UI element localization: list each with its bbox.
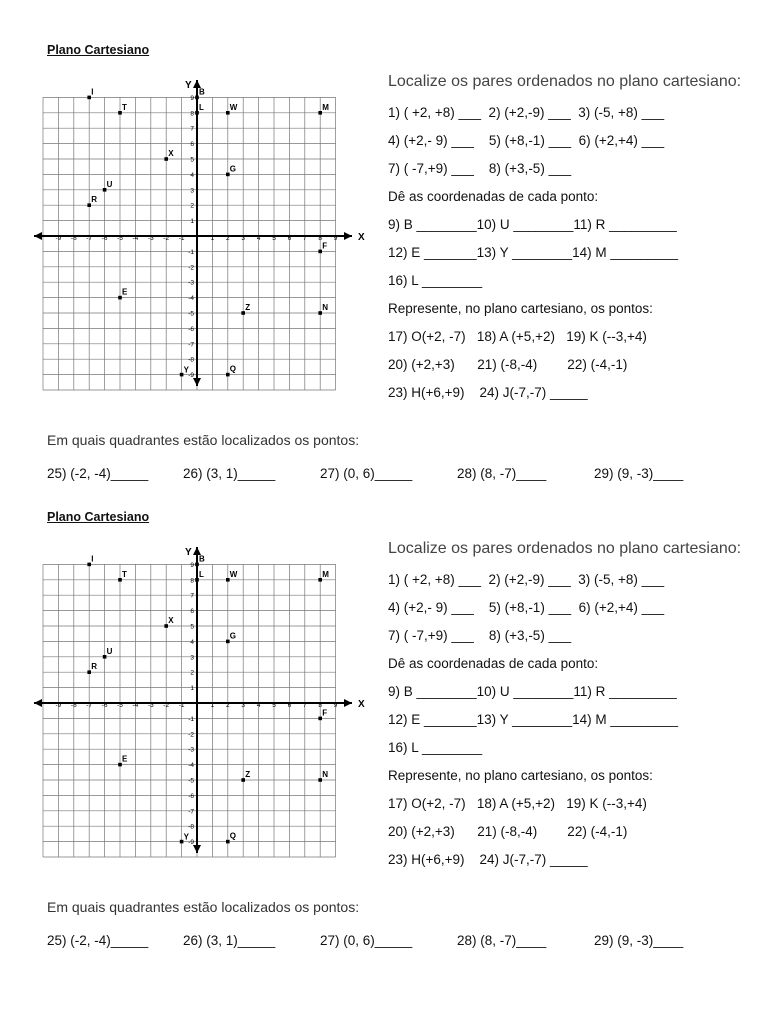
x-tick-label: 4 bbox=[256, 702, 261, 709]
quadrant-item: 28) (8, -7)____ bbox=[457, 466, 547, 481]
x-tick-label: -6 bbox=[101, 702, 108, 709]
y-tick-label: 5 bbox=[190, 623, 194, 631]
y-tick-label: 7 bbox=[190, 592, 194, 600]
y-tick-label: 2 bbox=[190, 669, 194, 677]
x-tick-label: 1 bbox=[210, 235, 215, 242]
exercise-line: 1) ( +2, +8) ___ 2) (+2,-9) ___ 3) (-5, +8) ___ bbox=[388, 105, 665, 120]
x-tick-label: -5 bbox=[117, 702, 123, 709]
x-tick-label: -2 bbox=[163, 702, 170, 709]
exercise-line: 20) (+2,+3) 21) (-8,-4) 22) (-4,-1) bbox=[388, 357, 628, 372]
point-y-label: Y bbox=[183, 832, 189, 842]
quadrant-item: 29) (9, -3)____ bbox=[594, 466, 684, 481]
x-tick-label: -1 bbox=[178, 702, 185, 709]
quadrant-item: 26) (3, 1)_____ bbox=[183, 933, 276, 948]
x-axis-arrow-right bbox=[344, 699, 352, 707]
worksheet-section-1 bbox=[0, 0, 768, 481]
x-tick-label: -2 bbox=[163, 235, 170, 242]
exercise-column bbox=[388, 70, 758, 407]
point-n-label: N bbox=[322, 303, 328, 312]
x-tick-label: -7 bbox=[86, 702, 93, 709]
exercise-line: 20) (+2,+3) 21) (-8,-4) 22) (-4,-1) bbox=[388, 824, 628, 839]
y-tick-label: -1 bbox=[188, 715, 194, 723]
point-b-label: B bbox=[199, 87, 205, 97]
x-tick-label: -1 bbox=[178, 235, 185, 242]
y-tick-label: 8 bbox=[190, 577, 194, 585]
point-f-label: F bbox=[322, 708, 328, 718]
x-tick-label: 6 bbox=[287, 702, 292, 709]
exercise-heading: Represente, no plano cartesiano, os pontos: bbox=[388, 301, 653, 316]
x-tick-label: 5 bbox=[272, 702, 276, 709]
quadrant-item: 29) (9, -3)____ bbox=[594, 933, 684, 948]
point-m-label: M bbox=[322, 102, 329, 112]
x-tick-label: 5 bbox=[272, 235, 276, 242]
exercise-intro: Localize os pares ordenados no plano cartesiano: bbox=[388, 73, 742, 90]
exercise-line: 9) B ________10) U ________11) R _________ bbox=[388, 217, 677, 232]
point-w-label: W bbox=[229, 102, 238, 112]
exercise-column bbox=[388, 537, 758, 874]
x-tick-label: -8 bbox=[70, 235, 77, 242]
y-tick-label: 2 bbox=[190, 202, 194, 210]
y-tick-label: 3 bbox=[190, 187, 194, 195]
worksheet-title: Plano Cartesiano bbox=[47, 510, 150, 524]
exercise-line: 23) H(+6,+9) 24) J(-7,-7) _____ bbox=[388, 852, 588, 867]
point-q-label: Q bbox=[229, 364, 237, 374]
point-x-label: X bbox=[168, 149, 174, 158]
x-tick-label: 9 bbox=[333, 235, 338, 242]
x-tick-label: 7 bbox=[302, 235, 307, 242]
x-tick-label: 2 bbox=[225, 235, 230, 242]
x-tick-label: -9 bbox=[55, 702, 62, 709]
exercise-heading: Dê as coordenadas de cada ponto: bbox=[388, 189, 599, 204]
quadrant-item: 28) (8, -7)____ bbox=[457, 933, 547, 948]
y-tick-label: -7 bbox=[188, 808, 194, 816]
x-tick-label: -4 bbox=[132, 235, 139, 242]
y-tick-label: 8 bbox=[190, 110, 194, 118]
exercise-line: 9) B ________10) U ________11) R _________ bbox=[388, 684, 677, 699]
point-r-label: R bbox=[91, 662, 97, 672]
x-tick-label: 6 bbox=[287, 235, 292, 242]
y-tick-label: -6 bbox=[188, 325, 194, 333]
exercise-line: 1) ( +2, +8) ___ 2) (+2,-9) ___ 3) (-5, +8) ___ bbox=[388, 572, 665, 587]
point-r-label: R bbox=[91, 195, 97, 205]
cartesian-plane-svg bbox=[30, 543, 370, 859]
x-tick-label: -3 bbox=[147, 702, 154, 709]
y-axis-arrow-down bbox=[193, 378, 201, 386]
x-tick-label: 7 bbox=[302, 702, 307, 709]
exercise-line: 7) ( -7,+9) ___ 8) (+3,-5) ___ bbox=[388, 161, 572, 176]
point-t-label: T bbox=[122, 102, 127, 112]
x-tick-label: 1 bbox=[210, 702, 215, 709]
y-tick-label: -3 bbox=[188, 279, 194, 287]
point-b-label: B bbox=[199, 554, 205, 564]
y-tick-label: -9 bbox=[188, 372, 194, 380]
y-axis-label: Y bbox=[185, 80, 192, 91]
cartesian-plane bbox=[30, 76, 370, 392]
exercise-line: 23) H(+6,+9) 24) J(-7,-7) _____ bbox=[388, 385, 588, 400]
x-axis-label: X bbox=[358, 232, 365, 243]
x-tick-label: 2 bbox=[225, 702, 230, 709]
point-l-label: L bbox=[199, 569, 204, 579]
exercise-line: 7) ( -7,+9) ___ 8) (+3,-5) ___ bbox=[388, 628, 572, 643]
y-tick-label: -4 bbox=[188, 295, 194, 303]
cartesian-plane-svg bbox=[30, 76, 370, 392]
y-axis-arrow-down bbox=[193, 845, 201, 853]
quadrant-question: Em quais quadrantes estão localizados os pontos: bbox=[47, 432, 360, 448]
cartesian-plane bbox=[30, 543, 370, 859]
y-tick-label: 4 bbox=[190, 171, 194, 179]
y-tick-label: 4 bbox=[190, 638, 194, 646]
worksheet-section-2 bbox=[0, 467, 768, 948]
x-axis-label: X bbox=[358, 699, 365, 710]
y-tick-label: -4 bbox=[188, 762, 194, 770]
y-tick-label: 6 bbox=[190, 141, 194, 149]
x-tick-label: -4 bbox=[132, 702, 139, 709]
point-g-label: G bbox=[229, 631, 237, 641]
point-n-label: N bbox=[322, 770, 328, 779]
point-z-label: Z bbox=[245, 770, 251, 779]
point-u-label: U bbox=[106, 646, 113, 656]
y-axis-label: Y bbox=[185, 547, 192, 558]
exercise-line: 17) O(+2, -7) 18) A (+5,+2) 19) K (--3,+4) bbox=[388, 329, 647, 344]
exercise-line: 16) L ________ bbox=[388, 273, 483, 288]
y-tick-label: 1 bbox=[190, 685, 194, 693]
x-tick-label: 3 bbox=[241, 702, 246, 709]
y-tick-label: -5 bbox=[188, 777, 194, 785]
y-tick-label: 1 bbox=[190, 218, 194, 226]
y-tick-label: -3 bbox=[188, 746, 194, 754]
x-tick-label: -5 bbox=[117, 235, 123, 242]
x-tick-label: 9 bbox=[333, 702, 338, 709]
point-e-label: E bbox=[122, 754, 128, 764]
exercise-line: 4) (+2,- 9) ___ 5) (+8,-1) ___ 6) (+2,+4) ___ bbox=[388, 133, 665, 148]
y-tick-label: -8 bbox=[188, 823, 194, 831]
point-q-label: Q bbox=[229, 831, 237, 841]
y-tick-label: 9 bbox=[190, 94, 194, 102]
y-tick-label: -5 bbox=[188, 310, 194, 318]
x-axis-arrow-right bbox=[344, 232, 352, 240]
y-tick-label: 3 bbox=[190, 654, 194, 662]
point-z-label: Z bbox=[245, 303, 251, 312]
quadrant-item: 27) (0, 6)_____ bbox=[320, 466, 413, 481]
exercise-line: 4) (+2,- 9) ___ 5) (+8,-1) ___ 6) (+2,+4) ___ bbox=[388, 600, 665, 615]
point-i-label: I bbox=[91, 87, 94, 97]
quadrant-item: 26) (3, 1)_____ bbox=[183, 466, 276, 481]
point-u-label: U bbox=[106, 179, 113, 189]
y-tick-label: 7 bbox=[190, 125, 194, 133]
y-tick-label: 5 bbox=[190, 156, 194, 164]
exercise-line: 12) E _______13) Y ________14) M _________ bbox=[388, 712, 678, 727]
point-g-label: G bbox=[229, 164, 237, 174]
x-tick-label: -8 bbox=[70, 702, 77, 709]
worksheet-title: Plano Cartesiano bbox=[47, 43, 150, 57]
quadrant-item: 25) (-2, -4)_____ bbox=[47, 933, 149, 948]
y-tick-label: -1 bbox=[188, 248, 194, 256]
x-tick-label: 8 bbox=[318, 702, 323, 709]
point-w-label: W bbox=[229, 569, 238, 579]
y-tick-label: -2 bbox=[188, 264, 194, 272]
exercise-line: 12) E _______13) Y ________14) M _________ bbox=[388, 245, 678, 260]
quadrant-question: Em quais quadrantes estão localizados os pontos: bbox=[47, 899, 360, 915]
x-tick-label: -7 bbox=[86, 235, 93, 242]
point-f-label: F bbox=[322, 241, 328, 251]
x-tick-label: -6 bbox=[101, 235, 108, 242]
exercise-heading: Dê as coordenadas de cada ponto: bbox=[388, 656, 599, 671]
exercise-intro: Localize os pares ordenados no plano cartesiano: bbox=[388, 540, 742, 557]
point-y-label: Y bbox=[183, 365, 189, 375]
x-tick-label: 3 bbox=[241, 235, 246, 242]
x-tick-label: -9 bbox=[55, 235, 62, 242]
point-m-label: M bbox=[322, 569, 329, 579]
point-i-label: I bbox=[91, 554, 94, 564]
y-tick-label: -7 bbox=[188, 341, 194, 349]
point-t-label: T bbox=[122, 569, 127, 579]
quadrant-item: 25) (-2, -4)_____ bbox=[47, 466, 149, 481]
y-tick-label: -6 bbox=[188, 792, 194, 800]
x-tick-label: -3 bbox=[147, 235, 154, 242]
exercise-heading: Represente, no plano cartesiano, os pontos: bbox=[388, 768, 653, 783]
y-tick-label: -9 bbox=[188, 839, 194, 847]
point-x-label: X bbox=[168, 616, 174, 625]
quadrant-item: 27) (0, 6)_____ bbox=[320, 933, 413, 948]
y-tick-label: 9 bbox=[190, 561, 194, 569]
x-axis-arrow-left bbox=[34, 232, 42, 240]
x-axis-arrow-left bbox=[34, 699, 42, 707]
exercise-line: 17) O(+2, -7) 18) A (+5,+2) 19) K (--3,+4) bbox=[388, 796, 647, 811]
exercise-line: 16) L ________ bbox=[388, 740, 483, 755]
y-tick-label: -8 bbox=[188, 356, 194, 364]
x-tick-label: 8 bbox=[318, 235, 323, 242]
point-e-label: E bbox=[122, 287, 128, 297]
y-tick-label: 6 bbox=[190, 608, 194, 616]
y-tick-label: -2 bbox=[188, 731, 194, 739]
point-l-label: L bbox=[199, 102, 204, 112]
x-tick-label: 4 bbox=[256, 235, 261, 242]
